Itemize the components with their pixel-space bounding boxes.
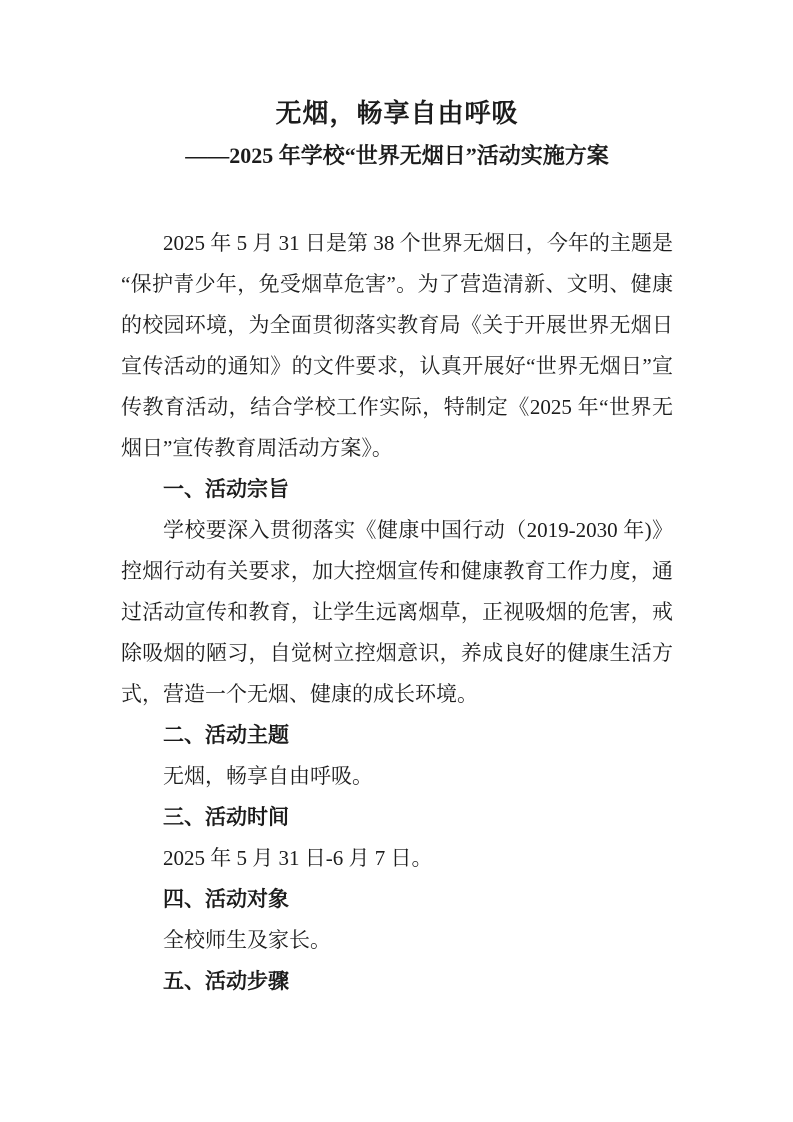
section-heading-audience: 四、活动对象 — [163, 887, 289, 911]
section-time-paragraph: 2025 年 5 月 31 日-6 月 7 日。 — [163, 846, 433, 870]
section-heading-steps: 五、活动步骤 — [163, 969, 289, 993]
section-theme-paragraph: 无烟，畅享自由呼吸。 — [163, 764, 373, 788]
document-title: 无烟，畅享自由呼吸 — [275, 99, 519, 128]
section-heading-purpose: 一、活动宗旨 — [163, 477, 289, 501]
section-purpose-paragraph: 学校要深入贯彻落实《健康中国行动（2019-2030 年)》控烟行动有关要求，加大控烟宣传和健康教育工作力度，通过活动宣传和教育，让学生远离烟草，正视吸烟的危害，戒除吸烟的陋习，自觉树立控烟意识，养成良好的健康生活方式，营造一个无烟、健康的成长环境。 — [121, 518, 673, 706]
section-heading-time: 三、活动时间 — [163, 805, 289, 829]
document-content — [121, 0, 673, 1002]
document-body — [121, 223, 673, 1002]
intro-paragraph: 2025 年 5 月 31 日是第 38 个世界无烟日，今年的主题是“保护青少年，免受烟草危害”。为了营造清新、文明、健康的校园环境，为全面贯彻落实教育局《关于开展世界无烟日宣传活动的通知》的文件要求，认真开展好“世界无烟日”宣传教育活动，结合学校工作实际，特制定《2025 年“世界无烟日”宣传教育周活动方案》。 — [121, 231, 673, 460]
section-audience-paragraph: 全校师生及家长。 — [163, 928, 331, 952]
document-subtitle: ——2025 年学校“世界无烟日”活动实施方案 — [185, 143, 609, 168]
section-heading-theme: 二、活动主题 — [163, 723, 289, 747]
